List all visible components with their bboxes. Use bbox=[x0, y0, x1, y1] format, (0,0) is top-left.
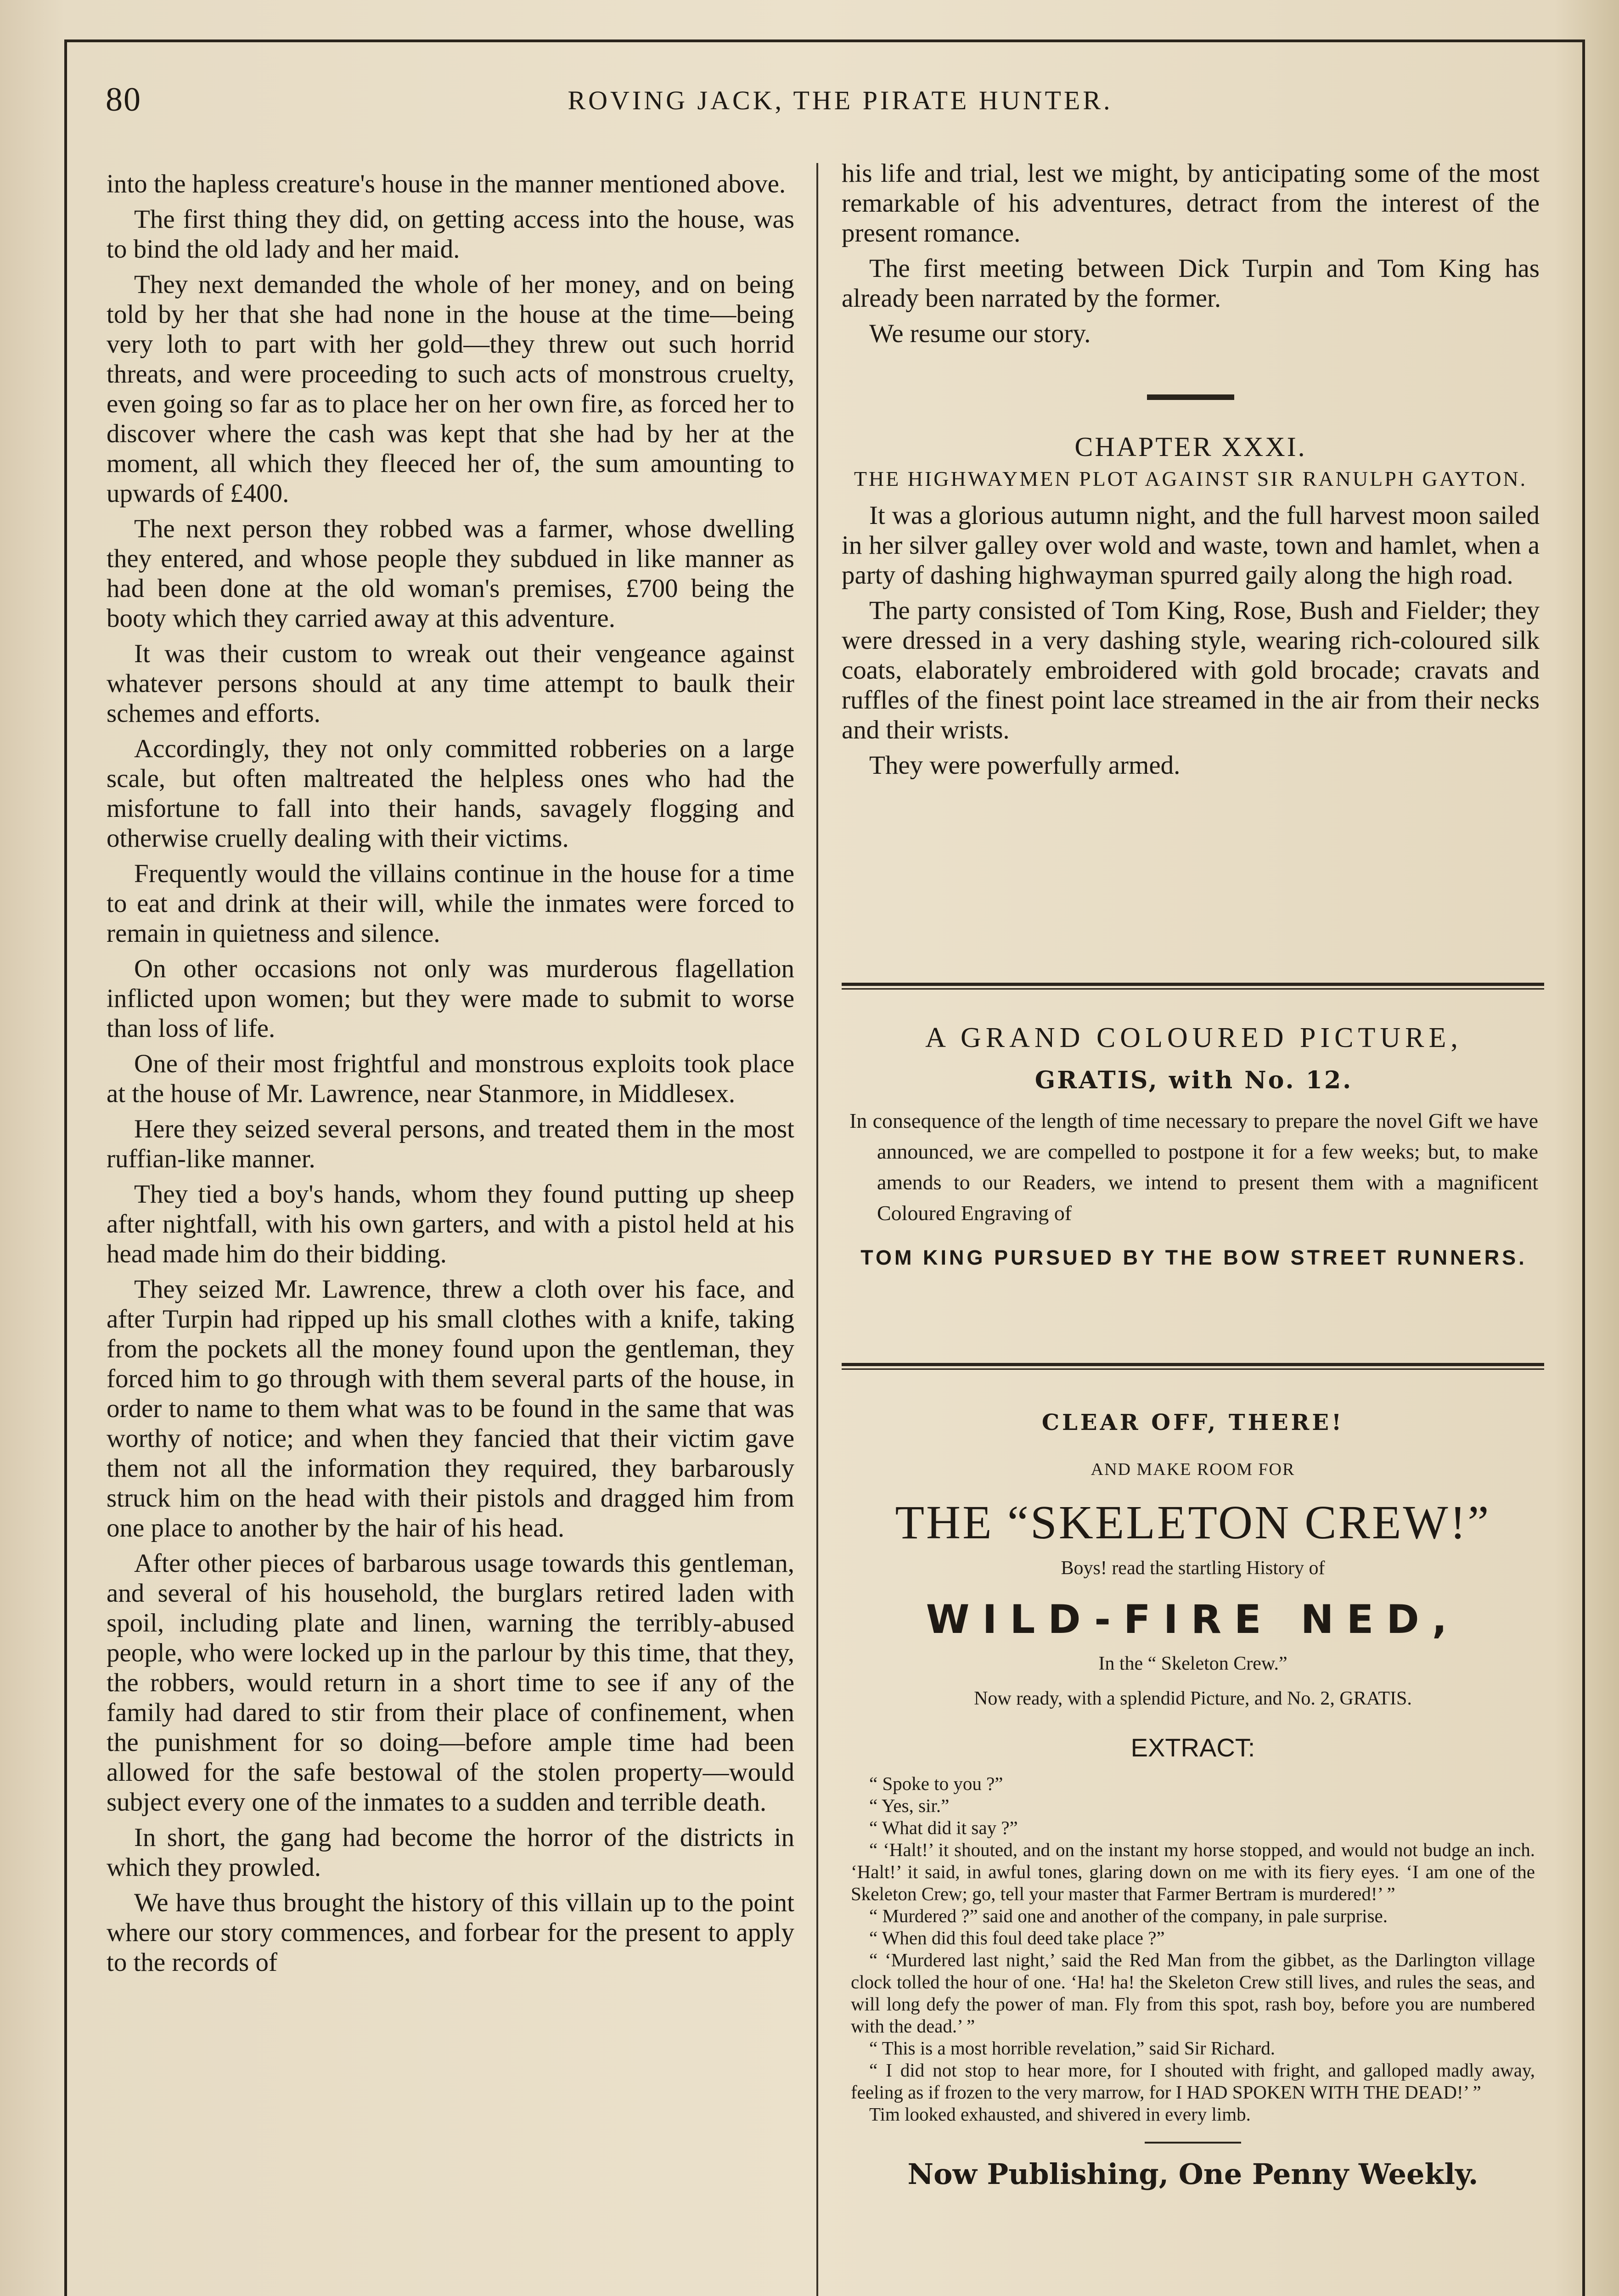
chapter-title: CHAPTER XXXI. bbox=[1074, 432, 1307, 462]
column-divider bbox=[816, 163, 818, 2296]
advert-make-room: AND MAKE ROOM FOR bbox=[1091, 1460, 1295, 1479]
advert-coloured-picture bbox=[849, 1022, 1538, 1270]
advert-subtitle: GRATIS, with No. 12. bbox=[1034, 1066, 1353, 1094]
paragraph: The next person they robbed was a farmer, whose dwelling they entered, and whose people they subdued in like manner as had been done at the old woman's premises, £700 being the booty which they carried away at this adventure. bbox=[107, 514, 794, 633]
chapter-subtitle: THE HIGHWAYMEN PLOT AGAINST SIR RANULPH GAYTON. bbox=[854, 467, 1528, 490]
short-rule bbox=[1145, 2142, 1241, 2144]
paragraph: Frequently would the villains continue in the house for a time to eat and drink at their will, while the inmates were forced to remain in quietness and silence. bbox=[107, 859, 794, 948]
paragraph: They seized Mr. Lawrence, threw a cloth over his face, and after Turpin had ripped up his small clothes with a knife, taking from the pockets all the money found upon the gentleman, they forced him to go through with them several parts of the house, in order to name to them what was to be found in the same that was worthy of notice; and when they fancied that their victim gave them not all the information they required, they barbarously struck him on the head with their pistols and dragged him from one place to another by the hair of his head. bbox=[107, 1275, 794, 1542]
extract-text bbox=[842, 1773, 1544, 2125]
advert-skeleton-crew bbox=[842, 1410, 1544, 2191]
extract-line: “ ‘Halt!’ it shouted, and on the instant my horse stopped, and would not budge an inch. ‘Halt!’ it said, in awful tones, glaring down on me with its fiery eyes. ‘I am one of the Skeleton Crew; go, tell your master that Farmer Bertram is murdered!’ ” bbox=[851, 1839, 1535, 1904]
paragraph: In short, the gang had become the horror of the districts in which they prowled. bbox=[107, 1823, 794, 1882]
paragraph: We have thus brought the history of this villain up to the point where our story commences, and forbear for the present to apply to the records of bbox=[107, 1888, 794, 1977]
paragraph: We resume our story. bbox=[869, 319, 1091, 348]
extract-line: “ When did this foul deed take place ?” bbox=[869, 1927, 1165, 1948]
paragraph: into the hapless creature's house in the manner mentioned above. bbox=[107, 169, 786, 198]
advert-now-ready: Now ready, with a splendid Picture, and No. 2, GRATIS. bbox=[974, 1688, 1412, 1709]
paragraph: It was a glorious autumn night, and the full harvest moon sailed in her silver galley over wold and waste, town and hamlet, when a party of dashing highwayman spurred gaily along the high road. bbox=[842, 501, 1540, 590]
extract-line: “ Spoke to you ?” bbox=[869, 1773, 1003, 1794]
paragraph: After other pieces of barbarous usage towards this gentleman, and several of his household, the burglars retired laden with spoil, including plate and linen, warning the terribly-abused people, who were locked up in the parlour by this time, that they, the robbers, would return in a short time to see if any of the family had dared to stir from their place of confinement, when the punishment for so doing—before ample time had been allowed for the safe bestowal of the stolen property—would subject every one of the inmates to a sudden and terrible death. bbox=[107, 1549, 794, 1817]
advert-crew-title: THE “SKELETON CREW!” bbox=[895, 1496, 1491, 1549]
page-header bbox=[106, 80, 1552, 126]
extract-label: EXTRACT: bbox=[1130, 1733, 1255, 1762]
advert-boys-line: Boys! read the startling History of bbox=[1061, 1558, 1325, 1579]
paragraph: The first thing they did, on getting access into the house, was to bind the old lady and her maid. bbox=[107, 205, 794, 264]
paragraph: One of their most frightful and monstrous exploits took place at the house of Mr. Lawrence, near Stanmore, in Middlesex. bbox=[107, 1049, 794, 1108]
paragraph: The first meeting between Dick Turpin and Tom King has already been narrated by the former. bbox=[842, 254, 1540, 313]
paragraph: Here they seized several persons, and treated them in the most ruffian-like manner. bbox=[107, 1114, 794, 1173]
running-title: ROVING JACK, THE PIRATE HUNTER. bbox=[568, 85, 1113, 115]
advert-headline: CLEAR OFF, THERE! bbox=[1041, 1410, 1344, 1435]
advert-footer: TOM KING PURSUED BY THE BOW STREET RUNNERS. bbox=[860, 1246, 1527, 1269]
advert-ned-title: WILD-FIRE NED, bbox=[926, 1597, 1460, 1643]
paragraph: On other occasions not only was murderous flagellation inflicted upon women; but they were made to submit to worse than loss of life. bbox=[107, 954, 794, 1043]
advert-title: A GRAND COLOURED PICTURE, bbox=[925, 1022, 1462, 1053]
extract-line: “ I did not stop to hear more, for I shouted with fright, and galloped madly away, feeling as if frozen to the very marrow, for I HAD SPOKEN WITH THE DEAD!’ ” bbox=[851, 2060, 1535, 2103]
left-column bbox=[107, 169, 794, 1983]
section-separator bbox=[1147, 394, 1234, 400]
extract-line: “ ‘Murdered last night,’ said the Red Man from the gibbet, as the Darlington village clock tolled the hour of one. ‘Ha! ha! the Skeleton Crew still lives, and rules the seas, and will long defy the power of man. Fly from this spot, rash boy, before you are numbered with the dead.’ ” bbox=[851, 1949, 1535, 2037]
page-number: 80 bbox=[106, 81, 141, 118]
paragraph: They next demanded the whole of her money, and on being told by her that she had none in the house at the time—being very loth to part with her gold—they threw out such horrid threats, and were proceeding to such acts of monstrous cruelty, even going so far as to place her on her own fire, as forced her to discover where the cash was kept that she had by her at the moment, all which they fleeced her of, the sum amounting to upwards of £400. bbox=[107, 270, 794, 508]
paragraph: Accordingly, they not only committed robberies on a large scale, but often maltreated the helpless ones who had the misfortune to fall into their hands, savagely flogging and otherwise cruelly dealing with their victims. bbox=[107, 734, 794, 853]
advert-in-the: In the “ Skeleton Crew.” bbox=[1098, 1653, 1287, 1674]
advert-rule-thin bbox=[842, 988, 1544, 990]
extract-line: “ Murdered ?” said one and another of the company, in pale surprise. bbox=[869, 1905, 1388, 1926]
right-column bbox=[842, 158, 1540, 786]
publishing-line: Now Publishing, One Penny Weekly. bbox=[907, 2157, 1478, 2191]
extract-line: “ Yes, sir.” bbox=[869, 1795, 950, 1816]
extract-line: “ What did it say ?” bbox=[869, 1817, 1018, 1838]
paragraph: They were powerfully armed. bbox=[869, 751, 1181, 780]
advert-body: In consequence of the length of time necessary to prepare the novel Gift we have announced, we are compelled to postpone it for a few weeks; but, to make amends to our Readers, we intend to present them with a magnificent Coloured Engraving of bbox=[849, 1109, 1538, 1225]
paragraph: his life and trial, lest we might, by anticipating some of the most remarkable of his adventures, detract from the interest of the present romance. bbox=[842, 159, 1540, 248]
advert-rule bbox=[842, 1363, 1544, 1366]
paragraph: It was their custom to wreak out their vengeance against whatever persons should at any time attempt to baulk their schemes and efforts. bbox=[107, 639, 794, 728]
advert-rule-thin bbox=[842, 1368, 1544, 1370]
paragraph: They tied a boy's hands, whom they found putting up sheep after nightfall, with his own garters, and with a pistol held at his head made him do their bidding. bbox=[107, 1180, 794, 1268]
paragraph: The party consisted of Tom King, Rose, Bush and Fielder; they were dressed in a very dashing style, wearing rich-coloured silk coats, elaborately embroidered with gold brocade; cravats and ruffles of the finest point lace streamed in the air from their necks and their wrists. bbox=[842, 596, 1540, 744]
extract-line: “ This is a most horrible revelation,” said Sir Richard. bbox=[869, 2037, 1275, 2059]
advert-rule bbox=[842, 983, 1544, 986]
extract-line: Tim looked exhausted, and shivered in every limb. bbox=[869, 2104, 1251, 2125]
